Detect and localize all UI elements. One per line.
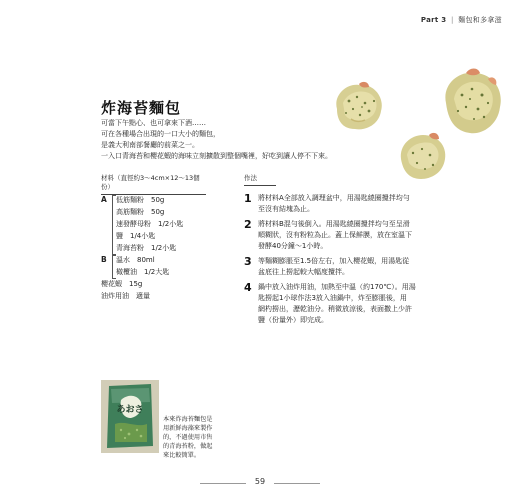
ingredient-row <box>101 206 251 218</box>
footer-rule-right <box>274 483 320 484</box>
intro-line: 可當下午點心、也可拿來下酒…… <box>101 119 206 127</box>
package-note <box>163 415 213 460</box>
ingredients-heading: 材料（直徑約3～4cm×12～13個份） <box>101 173 206 195</box>
note-line: 的，不過使用市售 <box>163 434 213 441</box>
ingredient-item: 溫水 80ml <box>116 256 155 264</box>
step-text: 將材料A全部放入調理盆中，用湯匙繞圈攪拌均勻 <box>258 194 410 202</box>
ingredient-row <box>101 254 251 266</box>
step-text: 將材料B混勻後倒入。用湯匙繞圈攪拌均勻至呈滑 <box>258 220 410 228</box>
step-text: 鍋中放入油炸用油，加熱至中溫（約170℃）。用湯 <box>258 283 416 291</box>
part-label: Part 3 <box>420 16 447 24</box>
intro-line: 可在各種場合出現的一口大小的麵包， <box>101 130 220 138</box>
method-steps <box>244 193 474 330</box>
fried-bread-photo <box>325 65 510 185</box>
step-text: 順糊狀，沒有粉粒為止。蓋上保鮮膜，放在室溫下 <box>258 231 412 239</box>
ingredient-item: 橄欖油 1/2大匙 <box>116 268 170 276</box>
intro-line: 一入口青海苔和櫻花蝦的海味立刻擴散到整個嘴裡，好吃到讓人停不下來。 <box>101 152 332 160</box>
recipe-title: 炸海苔麵包 <box>101 99 182 117</box>
note-line: 用新鮮海藻來製作 <box>163 425 213 432</box>
step-text: 盆底往上撈起較大幅度攪拌。 <box>258 268 349 276</box>
running-header <box>421 15 502 25</box>
ingredient-row <box>101 194 251 206</box>
package-illustration <box>101 380 159 453</box>
ingredient-row <box>101 278 251 290</box>
note-line: 本來炸海苔麵包是 <box>163 416 213 423</box>
group-a-tag: A <box>101 195 107 204</box>
footer-rule-left <box>200 483 246 484</box>
intro-line: 是義大利南部餐廳的前菜之一。 <box>101 141 199 149</box>
ingredient-row <box>101 290 251 302</box>
fritter-image-bottom <box>395 131 451 183</box>
step-number: 2 <box>244 218 252 231</box>
step-number: 1 <box>244 192 252 205</box>
ingredient-item: 櫻花蝦 15g <box>101 280 143 288</box>
step-number: 3 <box>244 255 252 268</box>
step-number: 4 <box>244 281 252 294</box>
group-b-tag: B <box>101 255 107 264</box>
ingredient-item: 高筋麵粉 50g <box>116 208 165 216</box>
ingredient-item: 低筋麵粉 50g <box>116 196 165 204</box>
page-footer <box>0 477 520 489</box>
method-step <box>244 282 474 326</box>
section-label: 麵包和多拿滋 <box>458 16 502 24</box>
method-step <box>244 219 474 252</box>
step-text: 鹽（份量外）即完成。 <box>258 316 328 324</box>
step-text: 至沒有結塊為止。 <box>258 205 314 213</box>
package-label: あおさ <box>116 405 144 415</box>
fritter-image-left <box>329 79 387 133</box>
ingredient-item: 速發酵母粉 1/2小匙 <box>116 220 184 228</box>
page-number: 59 <box>254 477 266 486</box>
ingredient-row <box>101 218 251 230</box>
recipe-intro <box>101 118 332 162</box>
note-line: 來比較簡單。 <box>163 452 201 459</box>
ingredient-row <box>101 230 251 242</box>
ingredient-item: 油炸用油 適量 <box>101 292 150 300</box>
ingredient-item: 鹽 1/4小匙 <box>116 232 156 240</box>
note-line: 的青海苔粉，做起 <box>163 443 213 450</box>
method-step <box>244 256 474 278</box>
ingredient-item: 青海苔粉 1/2小匙 <box>116 244 177 252</box>
method-step <box>244 193 474 215</box>
seaweed-package-photo <box>101 380 159 453</box>
step-text: 網杓撈出，瀝乾油分。稍微放涼後，表面撒上少許 <box>258 305 412 313</box>
ingredient-list <box>101 194 251 302</box>
ingredient-row <box>101 242 251 254</box>
step-text: 匙撈起1小球作法3放入油鍋中，炸至膨脹後，用 <box>258 294 407 302</box>
step-text: 等麵糊膨脹至1.5倍左右，加入櫻花蝦，用湯匙從 <box>258 257 410 265</box>
method-heading: 作法 <box>244 173 276 186</box>
step-text: 發酵40分鐘～1小時。 <box>258 242 328 250</box>
header-separator: | <box>450 16 454 24</box>
fritter-image-right <box>440 65 506 137</box>
ingredient-row <box>101 266 251 278</box>
